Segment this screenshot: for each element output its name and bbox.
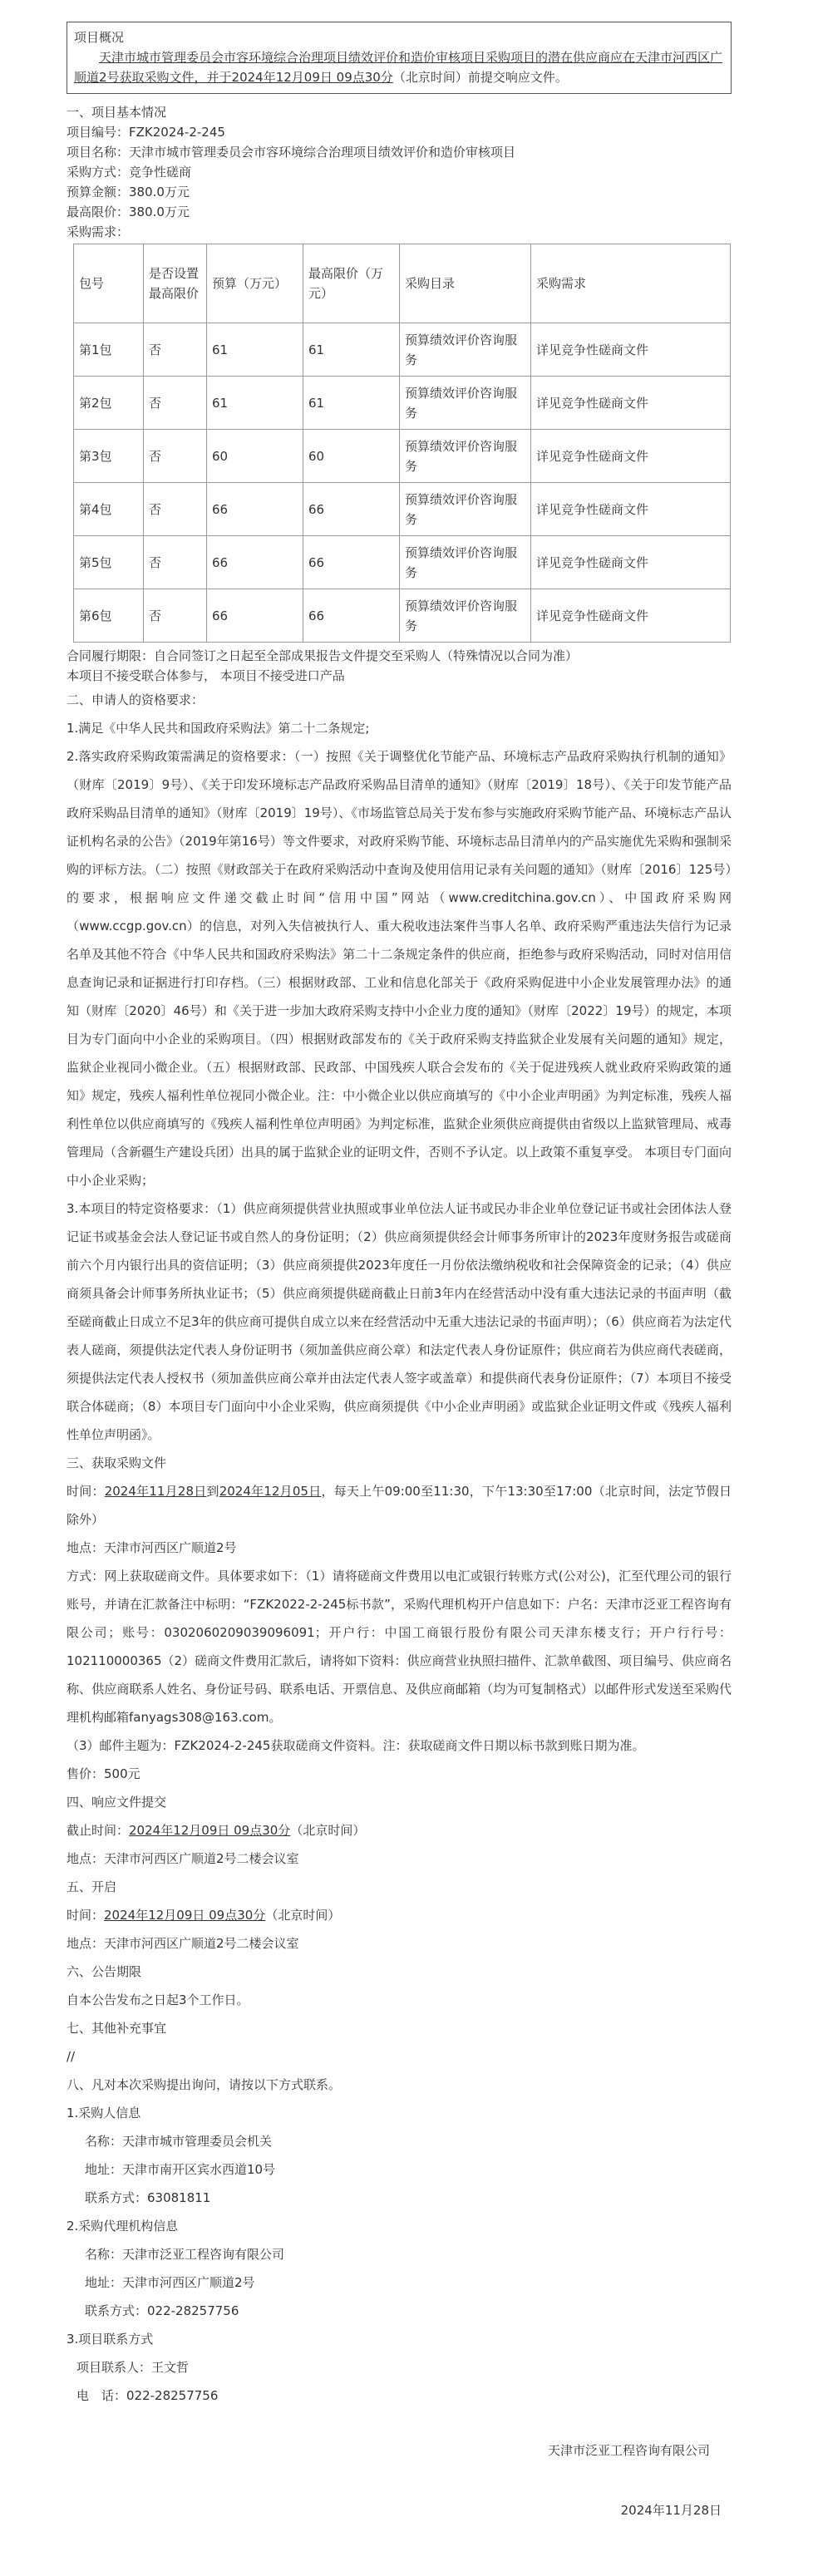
table-header: 最高限价（万元）	[303, 244, 400, 323]
buyer-heading: 1.采购人信息	[67, 2106, 141, 2120]
table-cell: 预算绩效评价咨询服务	[400, 377, 531, 430]
project-number: 项目编号：FZK2024-2-245	[67, 125, 225, 140]
section-heading: 七、其他补充事宜	[67, 2021, 167, 2036]
buyer-phone: 联系方式：63081811	[85, 2190, 211, 2205]
table-cell: 否	[144, 377, 207, 430]
table-cell: 第3包	[74, 430, 144, 483]
table-cell: 详见竞争性磋商文件	[531, 536, 731, 589]
obtain-time	[67, 1477, 732, 1534]
table-cell: 否	[144, 323, 207, 377]
table-row	[74, 377, 731, 430]
table-row	[74, 589, 731, 643]
agent-heading: 2.采购代理机构信息	[67, 2219, 179, 2234]
section-heading: 三、获取采购文件	[67, 1455, 167, 1470]
contract-period: 合同履行期限：自合同签订之日起至全部成果报告文件提交至采购人（特殊情况以合同为准）	[67, 648, 579, 663]
qualification-item-2: 2.落实政府采购政策需满足的资格要求：（一）按照《关于调整优化节能产品、环境标志产品政府采购执行机制的通知》（财库〔2019〕9号）、《关于印发环境标志产品政府采购品目清单的通知》（财库〔2019〕18号）、《关于印发节能产品政府采购品目清单的通知》（财库〔2019〕19号）、《市场监管总局关于发布参与实施政府采购节能产品、环境标志产品认证机构名录的公告》（2019年第16号）等文件要求，对政府采购节能、环境标志品目清单内的产品实施优先采购和强制采购的评标方法。（二）按照《财政部关于在政府采购活动中查询及使用信用记录有关问题的通知》（财库〔2016〕125号）的要求，根据响应文件递交截止时间“信用中国”网站（www.creditchina.gov.cn）、中国政府采购网（www.ccgp.gov.cn）的信息，对列入失信被执行人、重大税收违法案件当事人名单、政府采购严重违法失信行为记录名单及其他不符合《中华人民共和国政府采购法》第二十二条规定条件的供应商，拒绝参与政府采购活动，同时对信用信息查询记录和证据进行打印存档。（三）根据财政部、工业和信息化部关于《政府采购促进中小企业发展管理办法》的通知（财库〔2020〕46号）和《关于进一步加大政府采购支持中小企业力度的通知》（财库〔2022〕19号）的规定，本项目为专门面向中小企业的采购项目。（四）根据财政部发布的《关于政府采购支持监狱企业发展有关问题的通知》规定，监狱企业视同小微企业。（五）根据财政部、民政部、中国残疾人联合会发布的《关于促进残疾人就业政府采购政策的通知》规定，残疾人福利性单位视同小微企业。注：中小微企业以供应商填写的《中小企业声明函》为判定标准，残疾人福利性单位以供应商填写的《残疾人福利性单位声明函》为判定标准，监狱企业须供应商提供由省级以上监狱管理局、戒毒管理局（含新疆生产建设兵团）出具的属于监狱企业的证明文件，否则不予认定。以上政策不重复享受。 本项目专门面向中小企业采购；	[67, 749, 732, 1188]
table-cell: 详见竞争性磋商文件	[531, 377, 731, 430]
obtain-end-date: 2024年12月05日	[219, 1484, 322, 1499]
table-cell: 66	[207, 483, 303, 536]
section-heading: 八、凡对本次采购提出询问，请按以下方式联系。	[67, 2077, 342, 2092]
table-cell: 66	[207, 589, 303, 643]
max-price: 最高限价：380.0万元	[67, 204, 190, 219]
table-cell: 61	[207, 323, 303, 377]
table-row	[74, 430, 731, 483]
table-cell: 详见竞争性磋商文件	[531, 323, 731, 377]
obtain-method-email: （3）邮件主题为：FZK2024-2-245获取磋商文件资料。注：获取磋商文件日期以标书款到账日期为准。	[67, 1738, 645, 1753]
table-cell: 预算绩效评价咨询服务	[400, 323, 531, 377]
buyer-address: 地址：天津市南开区宾水西道10号	[85, 2162, 276, 2177]
section-heading: 四、响应文件提交	[67, 1795, 167, 1810]
table-cell: 第1包	[74, 323, 144, 377]
opening-place: 地点：天津市河西区广顺道2号二楼会议室	[67, 1936, 299, 1951]
table-cell: 否	[144, 589, 207, 643]
table-cell: 预算绩效评价咨询服务	[400, 483, 531, 536]
contact-heading: 3.项目联系方式	[67, 2332, 154, 2347]
other-matters-text: //	[67, 2049, 76, 2064]
table-cell: 预算绩效评价咨询服务	[400, 589, 531, 643]
overview-intro: 天津市城市管理委员会市容环境综合治理项目绩效评价和造价审核项目采购项目的潜在供应商应在天津市河西区广顺道2号获取采购文件，并于	[74, 50, 723, 85]
table-header: 采购需求	[531, 244, 731, 323]
qualification-item-3: 3.本项目的特定资格要求：（1）供应商须提供营业执照或事业单位法人证书或民办非企业单位登记证书或社会团体法人登记证书或基金会法人登记证书或自然人的身份证明；（2）供应商须提供经会计师事务所审计的2023年度财务报告或磋商前六个月内银行出具的资信证明；（3）供应商须提供2023年度任一月份依法缴纳税收和社会保障资金的记录；（4）供应商须具备会计师事务所执业证书；（5）供应商须提供磋商截止日前3年内在经营活动中没有重大违法记录的书面声明（截至磋商截止日成立不足3年的供应商可提供自成立以来在经营活动中无重大违法记录的书面声明）；（6）供应商若为法定代表人磋商，须提供法定代表人身份证明书（须加盖供应商公章）和法定代表人身份证原件；供应商若为供应商代表磋商，须提供法定代表人授权书（须加盖供应商公章并由法定代表人签字或盖章）和提供商代表身份证原件；（7）本项目不接受联合体磋商；（8）本项目专门面向中小企业采购，供应商须提供《中小企业声明函》或监狱企业证明文件或《残疾人福利性单位声明函》。	[67, 1201, 732, 1442]
opening-time-value: 2024年12月09日 09点30分	[104, 1908, 266, 1923]
obtain-place: 地点：天津市河西区广顺道2号	[67, 1540, 237, 1555]
qualification-item-1: 1.满足《中华人民共和国政府采购法》第二十二条规定;	[67, 721, 370, 736]
obtain-method: 方式：网上获取磋商文件。具体要求如下：（1）请将磋商文件费用以电汇或银行转账方式(公对公)，汇至代理公司的银行账号，并请在汇款备注中标明：“FZK2022-2-245标书款”，采购代理机构开户信息如下：户名：天津市泛亚工程咨询有限公司；账号：0302060209039096091；开户行：中国工商银行股份有限公司天津东楼支行；开户行行号：102110000365（2）磋商文件费用汇款后，请将如下资料：供应商营业执照扫描件、汇款单截图、项目编号、供应商名称、供应商联系人姓名、身份证号码、联系电话、开票信息、及供应商邮箱（均为可复制格式）以邮件形式发送至采购代理机构邮箱fanyags308@163.com。	[67, 1569, 732, 1725]
table-cell: 60	[303, 430, 400, 483]
budget-amount: 预算金额：380.0万元	[67, 185, 190, 199]
project-overview-box	[67, 22, 732, 94]
table-cell: 否	[144, 430, 207, 483]
table-header: 是否设置最高限价	[144, 244, 207, 323]
obtain-to: 到	[206, 1484, 219, 1499]
table-cell: 详见竞争性磋商文件	[531, 589, 731, 643]
table-header-row	[74, 244, 731, 323]
agent-address: 地址：天津市河西区广顺道2号	[85, 2275, 255, 2290]
buyer-name: 名称：天津市城市管理委员会机关	[85, 2134, 273, 2149]
submission-deadline	[67, 1816, 732, 1845]
section-contacts	[67, 2071, 732, 2410]
overview-title: 项目概况	[74, 30, 125, 45]
section-basic-info	[67, 102, 732, 686]
opening-time-label: 时间：	[67, 1908, 105, 1923]
announcement-page	[67, 22, 732, 2524]
obtain-start-date: 2024年11月28日	[104, 1484, 207, 1499]
table-cell: 第5包	[74, 536, 144, 589]
section-opening	[67, 1873, 732, 1958]
contact-person: 项目联系人：王文哲	[76, 2360, 190, 2375]
table-cell: 详见竞争性磋商文件	[531, 430, 731, 483]
table-cell: 第2包	[74, 377, 144, 430]
section-heading: 五、开启	[67, 1879, 117, 1894]
table-cell: 详见竞争性磋商文件	[531, 483, 731, 536]
section-qualifications	[67, 686, 732, 1449]
section-submission	[67, 1788, 732, 1873]
project-name: 项目名称：天津市城市管理委员会市容环境综合治理项目绩效评价和造价审核项目	[67, 145, 516, 160]
overview-tail: （北京时间）前提交响应文件。	[392, 70, 568, 85]
table-row	[74, 536, 731, 589]
section-obtain-documents	[67, 1449, 732, 1788]
contact-phone: 电 话：022-28257756	[76, 2388, 219, 2403]
signing-organization: 天津市泛亚工程咨询有限公司	[547, 2443, 710, 2458]
overview-deadline: 2024年12月09日 09点30分	[231, 70, 393, 85]
section-heading: 六、公告期限	[67, 1964, 142, 1979]
table-header: 包号	[74, 244, 144, 323]
opening-time	[67, 1901, 732, 1929]
section-notice-period	[67, 1958, 732, 2014]
table-cell: 第6包	[74, 589, 144, 643]
obtain-time-rest: ，每天上午09:00至11:30，下午13:30至17:00（北京时间，法定节假日除外）	[67, 1484, 732, 1527]
section-other-matters	[67, 2014, 732, 2071]
overview-text	[74, 47, 724, 87]
submission-deadline-suffix: （北京时间）	[290, 1823, 366, 1838]
demand-label: 采购需求：	[67, 224, 130, 239]
table-cell: 预算绩效评价咨询服务	[400, 536, 531, 589]
obtain-time-label: 时间：	[67, 1484, 105, 1499]
agent-phone: 联系方式：022-28257756	[85, 2303, 239, 2318]
opening-time-suffix: （北京时间）	[265, 1908, 341, 1923]
section-heading: 二、申请人的资格要求：	[67, 692, 204, 707]
table-cell: 66	[303, 483, 400, 536]
table-cell: 否	[144, 483, 207, 536]
table-cell: 预算绩效评价咨询服务	[400, 430, 531, 483]
table-cell: 66	[303, 589, 400, 643]
section-heading: 一、项目基本情况	[67, 105, 167, 120]
document-price: 售价：500元	[67, 1766, 140, 1781]
table-cell: 61	[303, 323, 400, 377]
procurement-method: 采购方式：竞争性磋商	[67, 165, 192, 180]
table-cell: 66	[303, 536, 400, 589]
package-table	[73, 244, 731, 643]
signing-date: 2024年11月28日	[620, 2503, 722, 2518]
table-cell: 60	[207, 430, 303, 483]
table-header: 采购目录	[400, 244, 531, 323]
submission-place: 地点：天津市河西区广顺道2号二楼会议室	[67, 1851, 299, 1866]
table-row	[74, 483, 731, 536]
submission-deadline-label: 截止时间：	[67, 1823, 130, 1838]
table-cell: 否	[144, 536, 207, 589]
table-cell: 66	[207, 536, 303, 589]
table-cell: 61	[303, 377, 400, 430]
table-cell: 第4包	[74, 483, 144, 536]
notice-period-text: 自本公告发布之日起3个工作日。	[67, 1992, 249, 2007]
table-cell: 61	[207, 377, 303, 430]
table-row	[74, 323, 731, 377]
no-consortium-note: 本项目不接受联合体参与， 本项目不接受进口产品	[67, 668, 345, 683]
agent-name: 名称：天津市泛亚工程咨询有限公司	[85, 2247, 285, 2262]
table-header: 预算（万元）	[207, 244, 303, 323]
submission-deadline-value: 2024年12月09日 09点30分	[129, 1823, 291, 1838]
